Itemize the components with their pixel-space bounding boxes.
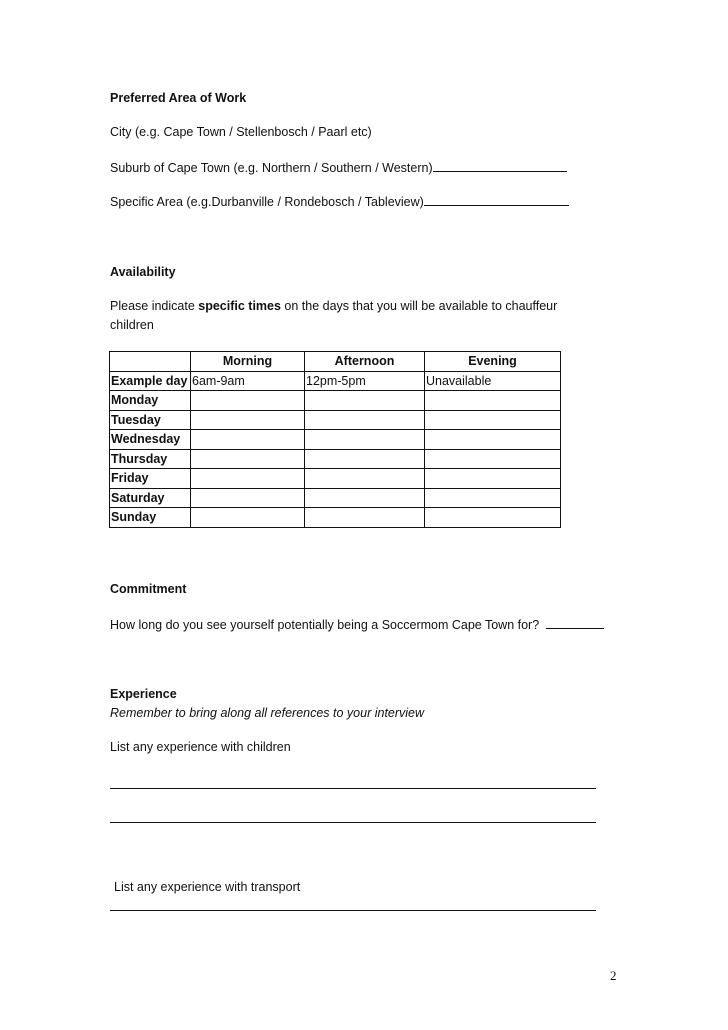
availability-instructions <box>110 298 557 314</box>
availability-instructions-line2: children <box>110 318 154 332</box>
afternoon-cell[interactable] <box>305 469 425 489</box>
specific-area-label: Specific Area (e.g.Durbanville / Rondebosch / Tableview) <box>110 195 424 209</box>
availability-table <box>109 351 561 528</box>
day-label: Saturday <box>110 488 191 508</box>
morning-cell[interactable] <box>191 488 305 508</box>
table-row <box>110 469 561 489</box>
children-experience-line-2[interactable] <box>110 822 596 823</box>
header-blank <box>110 352 191 372</box>
suburb-label: Suburb of Cape Town (e.g. Northern / Southern / Western) <box>110 161 433 175</box>
day-label: Thursday <box>110 449 191 469</box>
morning-cell[interactable] <box>191 508 305 528</box>
children-experience-line-1[interactable] <box>110 788 596 789</box>
children-experience-prompt: List any experience with children <box>110 740 291 754</box>
suburb-input-line[interactable] <box>433 159 567 172</box>
commitment-field <box>110 616 604 633</box>
table-row <box>110 410 561 430</box>
morning-cell[interactable] <box>191 449 305 469</box>
commitment-question: How long do you see yourself potentially being a Soccermom Cape Town for? <box>110 618 540 632</box>
table-row <box>110 488 561 508</box>
morning-cell[interactable] <box>191 391 305 411</box>
example-day-label: Example day <box>110 371 191 391</box>
commitment-heading: Commitment <box>110 582 187 596</box>
afternoon-cell[interactable] <box>305 488 425 508</box>
instr-pre: Please indicate <box>110 299 199 313</box>
evening-cell[interactable] <box>425 488 561 508</box>
day-label: Friday <box>110 469 191 489</box>
availability-heading: Availability <box>110 265 176 279</box>
evening-cell[interactable] <box>425 430 561 450</box>
area-heading: Preferred Area of Work <box>110 91 247 105</box>
transport-experience-line[interactable] <box>110 910 596 911</box>
afternoon-cell[interactable] <box>305 430 425 450</box>
evening-cell[interactable] <box>425 391 561 411</box>
suburb-field <box>110 159 567 176</box>
evening-cell[interactable] <box>425 469 561 489</box>
table-row <box>110 508 561 528</box>
afternoon-cell[interactable] <box>305 449 425 469</box>
instr-bold: specific times <box>198 299 281 313</box>
page-number: 2 <box>610 968 617 983</box>
day-label: Monday <box>110 391 191 411</box>
city-label: City (e.g. Cape Town / Stellenbosch / Paarl etc) <box>110 125 372 139</box>
table-row <box>110 449 561 469</box>
table-row-example <box>110 371 561 391</box>
day-label: Sunday <box>110 508 191 528</box>
experience-note: Remember to bring along all references to your interview <box>110 706 425 720</box>
commitment-input-line[interactable] <box>546 616 604 629</box>
day-label: Wednesday <box>110 430 191 450</box>
transport-experience-prompt: List any experience with transport <box>114 880 301 894</box>
afternoon-cell[interactable] <box>305 391 425 411</box>
day-label: Tuesday <box>110 410 191 430</box>
specific-area-field <box>110 193 569 210</box>
evening-cell[interactable] <box>425 508 561 528</box>
header-afternoon: Afternoon <box>305 352 425 372</box>
experience-heading: Experience <box>110 687 177 701</box>
specific-area-input-line[interactable] <box>424 193 569 206</box>
table-row <box>110 430 561 450</box>
afternoon-cell[interactable] <box>305 508 425 528</box>
evening-cell[interactable] <box>425 449 561 469</box>
evening-cell[interactable] <box>425 410 561 430</box>
header-evening: Evening <box>425 352 561 372</box>
table-header-row <box>110 352 561 372</box>
morning-cell[interactable] <box>191 430 305 450</box>
instr-post: on the days that you will be available to chauffeur <box>280 299 558 313</box>
header-morning: Morning <box>191 352 305 372</box>
morning-cell[interactable] <box>191 469 305 489</box>
example-evening: Unavailable <box>425 371 561 391</box>
example-afternoon: 12pm-5pm <box>305 371 425 391</box>
afternoon-cell[interactable] <box>305 410 425 430</box>
example-morning: 6am-9am <box>191 371 305 391</box>
table-row <box>110 391 561 411</box>
morning-cell[interactable] <box>191 410 305 430</box>
